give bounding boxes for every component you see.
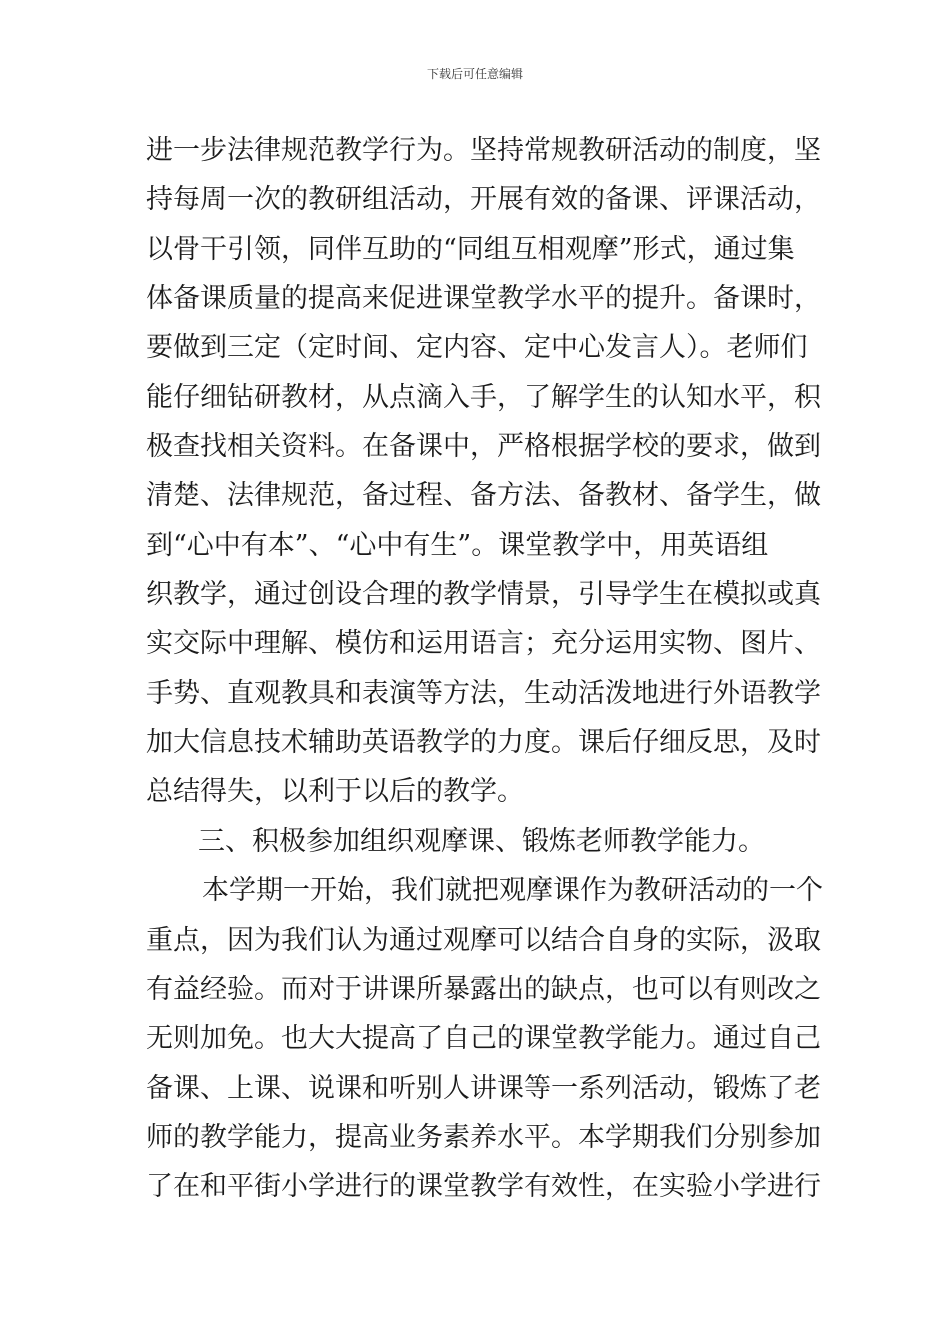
text-line: 以骨干引领，同伴互助的“同组互相观摩”形式，通过集	[146, 233, 795, 265]
text-line: 有益经验。而对于讲课所暴露出的缺点，也可以有则改之	[146, 973, 821, 1005]
text-line: 能仔细钻研教材，从点滴入手，了解学生的认知水平，积	[146, 381, 821, 413]
document-body	[146, 126, 826, 1212]
text-line: 体备课质量的提高来促进课堂教学水平的提升。备课时，	[146, 283, 821, 315]
page-header: 下载后可任意编辑	[426, 67, 523, 81]
text-line: 实交际中理解、模仿和运用语言；充分运用实物、图片、	[146, 628, 821, 660]
text-line: 师的教学能力，提高业务素养水平。本学期我们分别参加	[146, 1121, 821, 1153]
text-line: 到“心中有本”、“心中有生”。课堂教学中，用英语组	[146, 529, 769, 561]
text-line: 持每周一次的教研组活动，开展有效的备课、评课活动，	[146, 184, 821, 216]
text-line: 清楚、法律规范，备过程、备方法、备教材、备学生，做	[146, 480, 821, 512]
text-line: 重点，因为我们认为通过观摩可以结合自身的实际，汲取	[146, 924, 821, 956]
text-line: 进一步法律规范教学行为。坚持常规教研活动的制度，坚	[146, 135, 821, 166]
text-line: 手势、直观教具和表演等方法，生动活泼地进行外语教学	[146, 677, 821, 709]
text-line: 无则加免。也大大提高了自己的课堂教学能力。通过自己	[146, 1023, 821, 1055]
text-line: 本学期一开始，我们就把观摩课作为教研活动的一个	[202, 875, 823, 907]
text-line: 了在和平街小学进行的课堂教学有效性，在实验小学进行	[146, 1171, 821, 1203]
text-line: 要做到三定（定时间、定内容、定中心发言人）。老师们	[146, 332, 808, 364]
text-line: 总结得失，以利于以后的教学。	[146, 776, 524, 808]
section-heading: 三、积极参加组织观摩课、锻炼老师教学能力。	[198, 825, 765, 857]
text-line: 极查找相关资料。在备课中，严格根据学校的要求，做到	[146, 431, 821, 463]
text-line: 织教学，通过创设合理的教学情景，引导学生在模拟或真	[146, 579, 821, 611]
text-line: 加大信息技术辅助英语教学的力度。课后仔细反思，及时	[146, 727, 821, 759]
text-line: 备课、上课、说课和听别人讲课等一系列活动，锻炼了老	[146, 1072, 821, 1104]
